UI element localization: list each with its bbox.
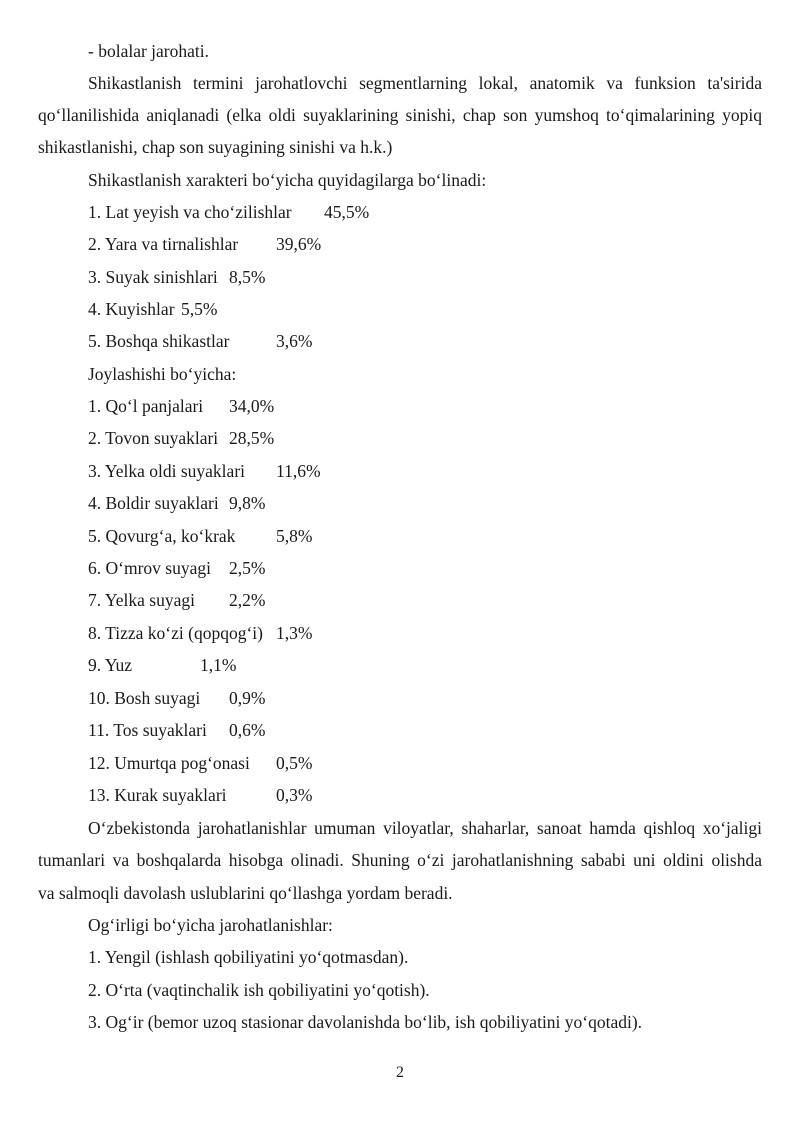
paragraph1-line-3: shikastlanishi, chap son suyagining sinishi va h.k.) — [38, 137, 393, 157]
location-item — [88, 686, 266, 710]
item-value: 0,5% — [276, 753, 313, 773]
character-item — [88, 297, 218, 321]
item-value: 39,6% — [276, 234, 322, 254]
item-value: 1,3% — [276, 623, 313, 643]
item-value: 0,6% — [229, 720, 266, 740]
location-heading: Joylashishi bo‘yicha: — [88, 364, 237, 384]
severity-heading: Og‘irligi bo‘yicha jarohatlanishlar: — [88, 915, 333, 935]
item-value: 0,3% — [276, 785, 313, 805]
character-item — [88, 329, 313, 353]
paragraph2-line-1: O‘zbekistonda jarohatlanishlar umuman viloyatlar, shaharlar, sanoat hamda qishloq xo‘jaligi — [88, 818, 762, 838]
item-label: 13. Kurak suyaklari — [88, 785, 227, 805]
item-label: 1. Qo‘l panjalari — [88, 396, 204, 416]
paragraph1-line-1: Shikastlanish termini jarohatlovchi segmentlarning lokal, anatomik va funksion ta'sirida — [88, 73, 762, 93]
severity-item: 3. Og‘ir (bemor uzoq stasionar davolanishda bo‘lib, ish qobiliyatini yo‘qotadi). — [88, 1012, 643, 1032]
item-value: 1,1% — [200, 655, 237, 675]
severity-item: 1. Yengil (ishlash qobiliyatini yo‘qotmasdan). — [88, 947, 409, 967]
item-label: 10. Bosh suyagi — [88, 688, 201, 708]
character-item — [88, 265, 266, 289]
item-label: 5. Boshqa shikastlar — [88, 331, 230, 351]
character-item — [88, 232, 322, 256]
location-item — [88, 459, 321, 483]
item-label: 8. Tizza ko‘zi (qopqog‘i) — [88, 623, 263, 643]
item-value: 9,8% — [229, 493, 266, 513]
location-item — [88, 783, 313, 807]
location-item — [88, 426, 275, 450]
item-label: 9. Yuz — [88, 655, 133, 675]
item-value: 45,5% — [324, 202, 370, 222]
item-value: 0,9% — [229, 688, 266, 708]
item-label: 7. Yelka suyagi — [88, 590, 195, 610]
item-value: 11,6% — [276, 461, 321, 481]
intro-line: - bolalar jarohati. — [88, 41, 209, 61]
item-value: 5,5% — [181, 299, 218, 319]
item-value: 8,5% — [229, 267, 266, 287]
severity-item: 2. O‘rta (vaqtinchalik ish qobiliyatini yo‘qotish). — [88, 980, 430, 1000]
item-label: 2. Tovon suyaklari — [88, 428, 219, 448]
item-value: 3,6% — [276, 331, 313, 351]
character-heading: Shikastlanish xarakteri bo‘yicha quyidagilarga bo‘linadi: — [88, 170, 487, 190]
item-value: 5,8% — [276, 526, 313, 546]
paragraph2-line-2: tumanlari va boshqalarda hisobga olinadi. Shuning o‘zi jarohatlanishning sababi uni oldini olishda — [38, 850, 762, 870]
item-label: 3. Suyak sinishlari — [88, 267, 218, 287]
character-item — [88, 200, 370, 224]
location-item — [88, 556, 266, 580]
item-value: 2,2% — [229, 590, 266, 610]
item-label: 1. Lat yeyish va cho‘zilishlar — [88, 202, 292, 222]
item-label: 6. O‘mrov suyagi — [88, 558, 211, 578]
location-item — [88, 588, 266, 612]
page-number: 2 — [396, 1064, 404, 1081]
location-item — [88, 718, 266, 742]
item-label: 11. Tos suyaklari — [88, 720, 207, 740]
location-item — [88, 491, 266, 515]
location-item — [88, 621, 313, 645]
location-item — [88, 524, 313, 548]
location-item — [88, 653, 237, 677]
item-label: 2. Yara va tirnalishlar — [88, 234, 239, 254]
item-label: 4. Kuyishlar — [88, 299, 175, 319]
location-item — [88, 751, 313, 775]
item-value: 34,0% — [229, 396, 275, 416]
paragraph2-line-3: va salmoqli davolash uslublarini qo‘llashga yordam beradi. — [38, 883, 453, 903]
item-label: 4. Boldir suyaklari — [88, 493, 219, 513]
item-value: 28,5% — [229, 428, 275, 448]
item-label: 5. Qovurg‘a, ko‘krak — [88, 526, 236, 546]
location-item — [88, 394, 275, 418]
item-label: 3. Yelka oldi suyaklari — [88, 461, 246, 481]
paragraph1-line-2: qo‘llanilishida aniqlanadi (elka oldi suyaklarining sinishi, chap son yumshoq to‘qimalarining yopiq — [38, 105, 762, 125]
item-value: 2,5% — [229, 558, 266, 578]
item-label: 12. Umurtqa pog‘onasi — [88, 753, 250, 773]
